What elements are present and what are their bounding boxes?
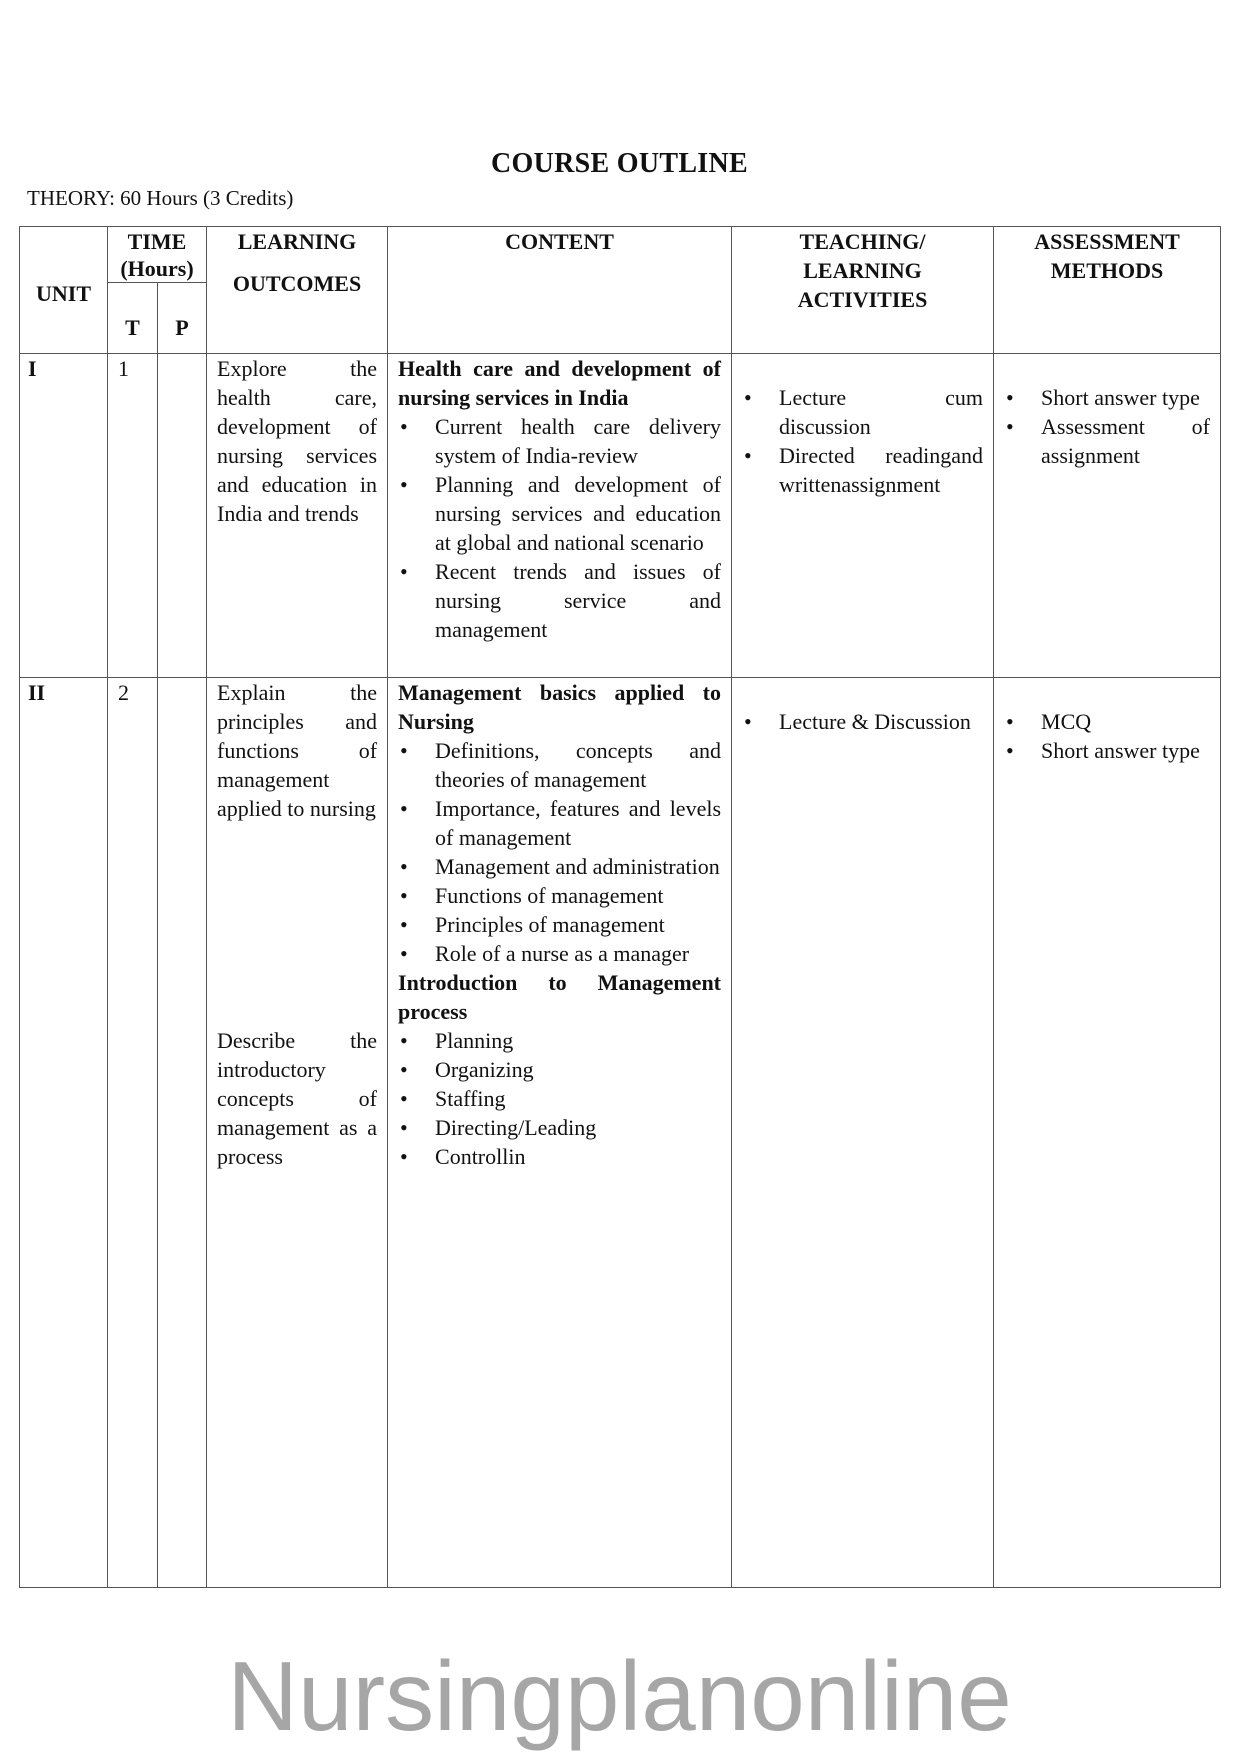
header-p: P (158, 283, 207, 354)
content-item: • Directing/Leading (398, 1113, 721, 1142)
content-cell (388, 354, 732, 678)
content-item: • Controllin (398, 1142, 721, 1171)
header-assessment-label-2: METHODS (1050, 258, 1164, 283)
header-content: CONTENT (388, 227, 732, 354)
time-practical (158, 678, 207, 1588)
header-t: T (108, 283, 158, 354)
time-practical (158, 354, 207, 678)
assessment-item: • Short answer type (1004, 383, 1210, 412)
unit-number: I (20, 354, 108, 678)
header-teaching (732, 227, 994, 354)
content-item: • Recent trends and issues of nursing service and management (398, 557, 721, 644)
content-item: • Principles of management (398, 910, 721, 939)
table-row-unit-2 (20, 678, 1221, 1588)
content-item: • Staffing (398, 1084, 721, 1113)
learning-outcome-text: Describe the introductory concepts of management as a process (217, 1028, 378, 1169)
theory-hours-line: THEORY: 60 Hours (3 Credits) (27, 186, 294, 210)
content-item: • Planning (398, 1026, 721, 1055)
content-item: • Organizing (398, 1055, 721, 1084)
content-heading: Health care and development of nursing services in India (398, 356, 722, 410)
content-cell (388, 678, 732, 1588)
assessment-item: • Assessment of assignment (1004, 412, 1210, 470)
time-theory: 2 (108, 678, 158, 1588)
learning-outcome (207, 354, 388, 678)
content-item: • Planning and development of nursing services and education at global and national scenario (398, 470, 721, 557)
activity-item: • Directed readingand writtenassignment (742, 441, 983, 499)
assessment-item: • Short answer type (1004, 736, 1210, 765)
header-row-1 (20, 227, 1221, 283)
header-assessment (994, 227, 1221, 354)
watermark-text: Nursingplanonline (227, 1641, 1012, 1751)
header-learning-outcomes (207, 227, 388, 354)
activity-item: • Lecture cum discussion (742, 383, 983, 441)
assessment-item: • MCQ (1004, 707, 1210, 736)
header-unit: UNIT (20, 227, 108, 354)
header-outcomes-label: OUTCOMES (232, 271, 362, 296)
content-heading: Introduction to Management process (398, 970, 722, 1024)
content-item: • Current health care delivery system of India-review (398, 412, 721, 470)
learning-outcome (207, 678, 388, 1588)
header-learning-label: LEARNING (237, 229, 357, 254)
content-heading: Management basics applied to Nursing (398, 680, 722, 734)
activity-item: • Lecture & Discussion (742, 707, 983, 736)
page-title: COURSE OUTLINE (490, 148, 749, 179)
header-time (108, 227, 207, 283)
header-teaching-label-3: ACTIVITIES (797, 287, 928, 312)
assessment-cell (994, 678, 1221, 1588)
header-teaching-label-1: TEACHING/ (799, 229, 926, 254)
course-outline-table (19, 226, 1221, 1588)
header-assessment-label-1: ASSESSMENT (1034, 229, 1180, 254)
content-item: • Definitions, concepts and theories of management (398, 736, 721, 794)
content-item: • Role of a nurse as a manager (398, 939, 721, 968)
content-item: • Management and administration (398, 852, 721, 881)
header-time-label: TIME (127, 229, 187, 254)
activities-cell (732, 354, 994, 678)
header-teaching-label-2: LEARNING (803, 258, 922, 283)
content-item: • Importance, features and levels of management (398, 794, 721, 852)
content-item: • Functions of management (398, 881, 721, 910)
table-row-unit-1 (20, 354, 1221, 678)
header-hours-label: (Hours) (120, 256, 194, 281)
unit-number: II (20, 678, 108, 1588)
learning-outcome-text: Explore the health care, development of nursing services and education in India and trends (217, 356, 378, 526)
time-theory: 1 (108, 354, 158, 678)
activities-cell (732, 678, 994, 1588)
assessment-cell (994, 354, 1221, 678)
learning-outcome-text: Explain the principles and functions of management applied to nursing (217, 680, 378, 821)
